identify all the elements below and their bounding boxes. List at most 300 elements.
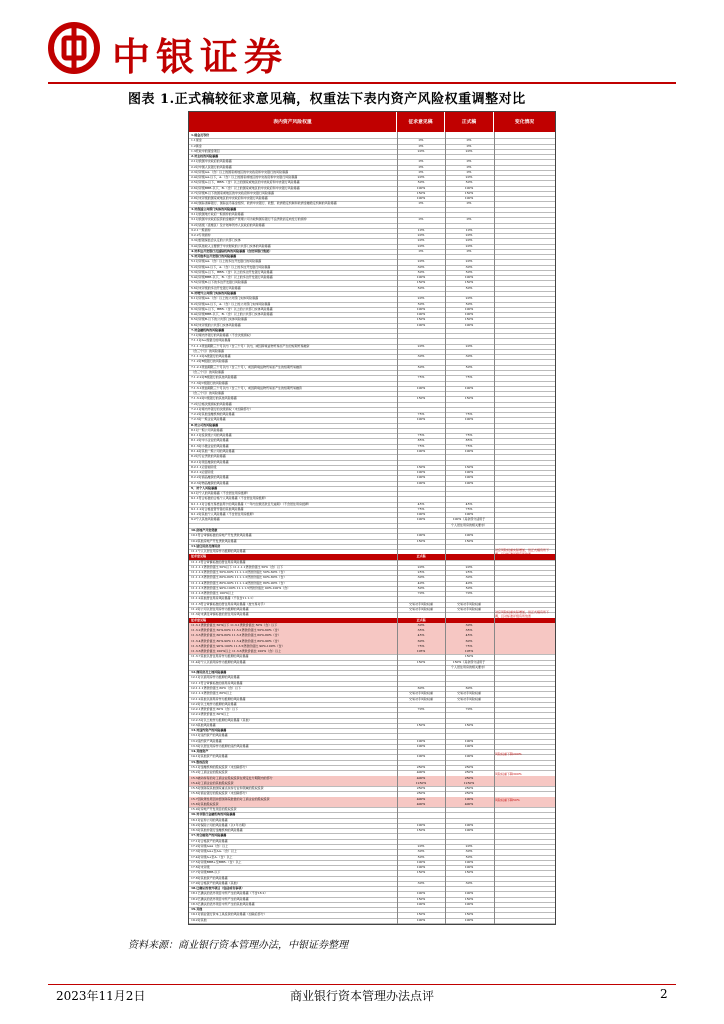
asset-cell: 5.2对评级AA-以下，A-（含）以上的多边开发银行风险暴露 (191, 264, 271, 269)
draft-weight-cell: 10% (417, 227, 425, 232)
asset-cell: 17.4对评级A+至A-（含）以上 (191, 854, 233, 859)
draft-weight-cell: 50% (417, 285, 425, 290)
final-weight-cell: 30% (465, 354, 473, 359)
draft-weight-cell: 250% (416, 786, 426, 791)
draft-weight-cell: 100% (416, 865, 426, 870)
asset-cell: 9.2个人其他风险暴露 (191, 517, 220, 522)
asset-cell: 10.1符合审慎标准的房地产开发贷款风险暴露 (191, 533, 252, 538)
asset-cell: 11.3.2贷款价值比 50%-60% 11.3.2贷款价值比 50%-60%（含） (191, 628, 281, 633)
asset-cell: 18.3已确认的表外项目中所产生的其他风险暴露 (191, 901, 255, 906)
draft-weight-cell: 0% (418, 164, 424, 169)
draft-weight-cell: 20% (417, 243, 425, 248)
draft-weight-cell: 正式稿 (416, 617, 426, 622)
draft-weight-cell: 150% (416, 828, 426, 833)
asset-cell: 7.1.1.1原始期限三个月以内（含三个月）以内，或因跨境货物贸易而产生的短期贸易融资 (191, 343, 310, 348)
final-weight-cell: 20% (465, 844, 473, 848)
draft-weight-cell: 50% (417, 364, 425, 369)
asset-cell: 11.1.1.2贷款价值比 50%-60% 11.1.1.2贷款价值比 50%-60%（含） (191, 570, 287, 575)
asset-cell: 13.1对违约资产的风险暴露 (191, 733, 228, 738)
asset-cell: 3.3对经银保监会认定的公共部门实体 (191, 238, 241, 243)
draft-weight-cell: 150% (416, 538, 426, 543)
asset-cell: 16.1对证券公司的风险暴露 (191, 817, 228, 822)
brand-name: 中银证券 (112, 34, 289, 79)
asset-cell: 3.2对省级（直辖区）及计划单列市人民政府的风险暴露 (191, 222, 265, 227)
asset-cell: 8.1.2对中小企业的风险暴露 (191, 438, 229, 443)
final-weight-cell: 70% (465, 707, 473, 712)
asset-cell: 2.7对评级B-以下的国家或地区的中央政府和中央银行风险暴露 (191, 190, 275, 195)
draft-weight-cell: 100% (416, 322, 426, 327)
asset-cell: 3.4对其他收入主要源于中央财政的公共部门实体的风险暴露 (191, 243, 271, 248)
asset-cell: 10.房地产开发贷款 (191, 528, 218, 532)
draft-weight-cell: 30% (417, 880, 425, 885)
asset-cell: 15.9对房地产开发项目的股权投资 (191, 807, 237, 812)
final-weight-cell: 100% (464, 796, 474, 801)
final-weight-cell: 100% (464, 512, 474, 517)
asset-cell: 12.1对以商用房作为抵押的风险暴露 (191, 675, 240, 680)
draft-weight-cell: 400% (416, 775, 426, 780)
draft-weight-cell: 60% (417, 686, 425, 690)
asset-cell: 17.5对评级BBB+至BBB-（含）以上 (191, 859, 242, 864)
final-weight-cell: 75% (465, 443, 473, 448)
asset-cell: 4.对多边开发银行及国际机构的风险暴露（含世界银行集团） (191, 248, 273, 253)
asset-cell: 8.2.2对商品融资的风险暴露 (191, 475, 229, 480)
final-weight-cell: 1250% (463, 780, 475, 785)
draft-weight-cell: 45% (417, 501, 425, 506)
draft-weight-cell: 0% (418, 201, 424, 206)
draft-weight-cell: 100% (416, 891, 426, 896)
final-weight-cell: 100% (464, 865, 474, 870)
asset-cell: 14.其他资产 (191, 749, 209, 754)
asset-cell: 17.1对合格资产的风险暴露 (191, 838, 228, 843)
asset-cell: 19.1对商业银行资本工具投资的风险暴露（扣除后部分） (191, 912, 267, 917)
asset-cell: 2.5对评级A-以下，BBB-（含）以上的国家或地区的中央政府和中央银行风险暴露 (191, 180, 300, 185)
draft-weight-cell: 30% (417, 354, 425, 359)
draft-weight-cell: 100% (416, 743, 426, 748)
final-weight-cell: 20% (465, 175, 473, 180)
final-weight-cell: 75% (465, 643, 473, 648)
final-weight-cell: 50% (465, 285, 473, 290)
final-weight-cell: 50% (465, 269, 473, 274)
asset-cell: （含三个月）的风险暴露 (191, 391, 225, 396)
figure-title: 图表 1.正式稿较征求意见稿，权重法下表内资产风险权重调整对比 (128, 92, 526, 107)
final-weight-cell: 100% (464, 859, 474, 864)
asset-cell: 15.6对商业银行的股权投资（未扣除部分） (191, 791, 249, 796)
draft-weight-cell: 0% (418, 159, 424, 164)
change-note-equity-1: 风险权重下降200% (495, 752, 522, 756)
final-weight-cell: 0% (466, 138, 472, 143)
draft-weight-cell: 20% (417, 844, 425, 848)
final-weight-cell: 150% (464, 912, 474, 917)
draft-weight-cell: 20% (417, 343, 425, 348)
footer-divider (48, 984, 676, 985)
asset-cell: 12.1.1.2贷款价值比 60%以上 (191, 691, 233, 696)
final-weight-cell: 75% (465, 506, 473, 511)
asset-cell: 5.对其他多边开发银行的风险暴露 (191, 254, 237, 259)
asset-cell: 11.3.3贷款价值比 60%-80% 11.3.3贷款价值比 60%-80%（含） (191, 633, 281, 638)
final-weight-cell: 0% (466, 164, 472, 169)
draft-weight-cell: 150% (416, 912, 426, 917)
asset-cell: 2.8对未评级的国家或地区的中央政府和中央银行风险暴露 (191, 196, 268, 201)
draft-weight-cell: 30% (417, 849, 425, 854)
asset-cell: 7.1.3对C级银行的风险暴露 (191, 380, 228, 385)
asset-cell: 5.6对未评级的多边开发银行风险暴露 (191, 285, 241, 290)
asset-cell: 6.2对评级AA-以下，A-（含）以上的公共部门实体风险暴露 (191, 301, 271, 306)
final-weight-cell: 0% (466, 159, 472, 164)
asset-cell: 15.2对工商企业的股权投资 (191, 770, 228, 775)
asset-cell: 11.3.7其他以居住用房作为抵押的风险暴露 (191, 654, 249, 659)
asset-cell: 11.3.1贷款价值比 50%以下 11.3.1贷款价值比 50%（含）以下 (191, 622, 278, 627)
asset-cell: 2.4对评级AA-以下，A-（含）以上的国家或地区的中央政府和中央银行风险暴露 (191, 175, 298, 180)
draft-weight-cell: 50% (417, 269, 425, 274)
asset-cell: 7.1对境内外银行的风险暴露（不含次级债权） (191, 333, 253, 338)
asset-cell: 11.3.6贷款价值比 100%以上 11.3.6贷款价值比 100%（含）以上 (191, 649, 282, 654)
final-weight-cell: 150% (464, 654, 474, 659)
draft-weight-cell: 30% (417, 575, 425, 580)
asset-cell: 8.1对一般公司风险暴露 (191, 427, 223, 432)
final-weight-cell: 100% (464, 449, 474, 453)
asset-cell: 17.8对其他资产的风险暴露 (191, 875, 228, 880)
asset-cell: 13.2违约资产风险暴露 (191, 738, 222, 743)
final-weight-cell: 20% (465, 296, 473, 301)
draft-weight-cell: 130% (416, 464, 426, 469)
asset-cell: 12.商用房及土地风险暴露 (191, 670, 227, 675)
final-weight-cell: 40% (465, 580, 473, 585)
final-weight-cell: 60% (465, 686, 473, 690)
draft-weight-cell: 100% (416, 480, 426, 485)
final-weight-cell: 50% (465, 854, 473, 859)
draft-weight-cell: 交易对手风险权重 (408, 691, 433, 696)
asset-cell: 18.2已确认的表外项目中所产生的风险暴露 (191, 896, 249, 901)
asset-cell: 11.4对个人以商用房作为抵押的风险暴露 (191, 659, 246, 664)
asset-cell: 18.1已确认的表外项目中所产生的风险暴露（不含18.2） (191, 891, 268, 896)
change-note-equity-2: 风险权重下降300% (495, 772, 522, 776)
draft-weight-cell: 30% (417, 264, 425, 269)
boc-logo-icon (48, 22, 100, 74)
asset-cell: 9、对个人风险暴露 (191, 485, 218, 490)
asset-cell: 15.3被动持有的对工商企业股权投资在规定处分期限内的部分 (191, 775, 273, 780)
final-weight-cell: 100% (464, 306, 474, 311)
asset-cell: 8.对公司的风险暴露 (191, 422, 219, 427)
asset-cell: 15.1对金融机构的股权投资（未扣除部分） (191, 765, 249, 769)
final-weight-cell: 0% (466, 201, 472, 206)
asset-cell: 5.1对评级AA-（含）以上的多边开发银行的风险暴露 (191, 259, 262, 264)
asset-cell: 6.3对评级A-以下，BBB-（含）以上的公共部门实体风险暴露 (191, 306, 273, 311)
asset-cell: 11.1.2其他居住用房风险暴露（不包含11.1.1） (191, 596, 256, 601)
asset-cell: 11.1.1.6贷款价值比 100%以上 (191, 591, 234, 596)
asset-cell: 12.2对以土地作为抵押的风险暴露 (191, 701, 237, 706)
final-weight-cell: 0% (466, 217, 472, 222)
asset-cell: 15.7因政策性原因并经国务院批准的对工商企业的股权投资 (191, 796, 270, 801)
draft-weight-cell: 交易对手风险权重 (408, 696, 433, 701)
final-weight-cell: 100% (464, 743, 474, 748)
asset-cell: 11.居住用房及商用房 (191, 543, 221, 548)
draft-weight-cell: 100% (416, 185, 426, 190)
draft-weight-cell: 25% (417, 570, 425, 575)
draft-weight-cell: 75% (417, 443, 425, 448)
asset-cell: 12.1.2其他以商用房作为抵押的风险暴露 (191, 696, 246, 701)
asset-cell: 7.1.2对B级银行的风险暴露 (191, 359, 228, 364)
final-weight-cell: 100% (464, 901, 474, 906)
final-weight-cell: 0% (466, 248, 472, 253)
final-weight-cell: 个人居住用房的相关要求） (450, 664, 487, 669)
draft-weight-cell: 20% (417, 148, 425, 153)
draft-weight-cell: 100% (416, 275, 426, 280)
final-weight-cell: 150% (464, 190, 474, 195)
draft-weight-cell: 50% (417, 301, 425, 306)
final-weight-cell: 75% (465, 412, 473, 417)
col-header-change: 变化情况 (514, 119, 535, 125)
draft-weight-cell: 0% (418, 143, 424, 148)
final-weight-cell: 100% (464, 275, 474, 280)
final-weight-cell: 100% (464, 480, 474, 485)
page-header (0, 0, 724, 90)
asset-cell: 11.1.1.5贷款价值比 90%-100% 11.1.1.5贷款价值比 90%-100%（含） (191, 585, 291, 590)
final-weight-cell: 250% (464, 775, 474, 780)
draft-weight-cell: 100% (416, 738, 426, 743)
draft-weight-cell: 150% (416, 280, 426, 285)
draft-weight-cell: 250% (416, 791, 426, 796)
final-weight-cell: 20% (465, 148, 473, 153)
draft-weight-cell: 20% (417, 296, 425, 301)
asset-cell: （含三个月）的风险暴露 (191, 370, 225, 374)
asset-cell: 7.1.3.1原始期限三个月以内（含三个月），或因跨境货物贸易而产生的短期贸易融资 (191, 385, 302, 390)
final-weight-cell: 交易对手风险权重 (456, 607, 481, 611)
asset-cell: 9.1.2对其他个人风险暴露（不含居住用房抵押） (191, 512, 256, 517)
asset-cell: 8.2.3对物品融资的风险暴露 (191, 480, 229, 485)
asset-cell: 12.2.1贷款价值比 60%（含）以下 (191, 707, 239, 712)
draft-weight-cell: 50% (417, 585, 425, 590)
draft-weight-cell: 100% (416, 917, 426, 922)
asset-cell: 13.3对以居住用房作为抵押的违约风险暴露 (191, 743, 249, 748)
final-weight-cell: 150% (464, 538, 474, 543)
asset-cell: 5.5对评级B-以下的多边开发银行风险暴露 (191, 280, 248, 285)
asset-cell: 16.3对其他非银行金融机构的风险暴露 (191, 828, 243, 833)
asset-cell: 8.1.3对小微企业的风险暴露 (191, 443, 229, 448)
draft-weight-cell: 50% (417, 180, 425, 185)
draft-weight-cell: 0% (418, 217, 424, 222)
final-weight-cell: 45% (465, 501, 473, 506)
asset-cell: 8.2.1对项目融资的风险暴露 (191, 459, 229, 464)
asset-cell: 6.5对评级B-以下的公共部门实体风险暴露 (191, 317, 248, 322)
asset-cell: 2.6对评级BBB-以下，B-（含）以上的国家或地区的中央政府和中央银行风险暴露 (191, 185, 300, 190)
final-weight-cell: 30% (465, 849, 473, 854)
asset-cell: 2.9对国际清算银行、国际货币基金组织、欧洲中央银行、欧盟、欧洲稳定机制和欧洲金融稳定机制的风险暴露 (191, 201, 337, 206)
final-weight-cell: 100% (464, 822, 474, 827)
draft-weight-cell: 75% (417, 412, 425, 417)
col-header-asset: 表内资产风险权重 (189, 112, 397, 132)
risk-weight-table (188, 111, 556, 925)
draft-weight-cell: 75% (417, 433, 425, 438)
final-weight-cell: 30% (465, 264, 473, 269)
final-weight-cell: 个人居住用房的相关要求） (450, 522, 487, 527)
asset-cell: 11.1.1符合审慎标准的居住用房风险暴露 (191, 559, 246, 564)
final-weight-cell: 250% (464, 765, 474, 769)
asset-cell: （含三个月）的风险暴露 (191, 348, 225, 353)
final-weight-cell: 100% (464, 828, 474, 833)
asset-cell: 8.1.4对其他一般公司的风险暴露 (191, 449, 235, 453)
final-weight-cell: 20% (465, 233, 473, 238)
asset-cell: 15.8对其他股权投资 (191, 801, 219, 806)
final-weight-cell: 20% (465, 238, 473, 243)
asset-cell: 3.1对我国中央政府投资的金融资产管理公司为收购国有银行不良贷款而定向发行的债券 (191, 217, 307, 222)
final-weight-cell: 75% (465, 433, 473, 438)
asset-cell: 11.1个人以居住用房作为抵押的风险暴露 (191, 549, 246, 554)
asset-cell: 3.2.1一般债券 (191, 227, 211, 232)
draft-weight-cell: 20% (417, 238, 425, 243)
draft-weight-cell: 20% (417, 233, 425, 238)
final-weight-cell: 20% (465, 259, 473, 264)
draft-weight-cell: 40% (417, 580, 425, 585)
final-weight-cell: 交易对手风险权重 (456, 696, 481, 701)
final-weight-cell: 45% (465, 633, 473, 638)
asset-cell: 5.4对评级BBB-以下，B-（含）以上的多边开发银行风险暴露 (191, 275, 273, 280)
asset-cell: 3.对我国公共部门实体的风险暴露 (191, 206, 237, 211)
final-weight-cell: 35% (465, 628, 473, 633)
draft-weight-cell: 150% (416, 396, 426, 401)
final-weight-cell: 100%（其余部分适用于 (452, 517, 486, 522)
asset-cell: 14.1对其他资产的风险暴露 (191, 754, 228, 759)
draft-weight-cell: 150% (416, 870, 426, 875)
draft-weight-cell: 100% (416, 385, 426, 390)
asset-cell: 17.9对合格资产的风险暴露（其他） (191, 880, 240, 885)
asset-cell: 15.股权投资 (191, 759, 209, 764)
asset-cell: 12.1.1符合审慎标准的商用房风险暴露 (191, 680, 243, 685)
draft-weight-cell: 150% (416, 659, 426, 664)
asset-cell: 6.1对评级AA-（含）以上的公共部门实体风险暴露 (191, 296, 259, 301)
draft-weight-cell: 100% (416, 449, 426, 453)
asset-cell: 1.1现金 (191, 138, 202, 143)
draft-weight-cell: 交易对手风险权重 (408, 601, 433, 606)
final-weight-cell: 250% (464, 786, 474, 791)
asset-cell: 11.3.5贷款价值比 90%-100% 11.3.5贷款价值比 90%-100%（含） (191, 643, 285, 648)
final-weight-cell: 100% (464, 417, 474, 422)
asset-cell: 1.2黄金 (191, 143, 202, 148)
draft-weight-cell: 100% (416, 754, 426, 759)
draft-weight-cell: 正式稿 (416, 554, 426, 559)
draft-weight-cell: 35% (417, 628, 425, 633)
final-weight-cell: 100% (464, 917, 474, 922)
asset-cell: 19.2对其他 (191, 917, 207, 922)
final-weight-cell: 50% (465, 364, 473, 369)
final-weight-cell: 0% (466, 169, 472, 174)
draft-weight-cell: 150% (416, 317, 426, 322)
asset-cell: 15.5对国务院其他国家重点扶持行业和领域的股权投资 (191, 786, 264, 791)
asset-cell: 7.1.3.2对C级银行的其他风险暴露 (191, 396, 237, 401)
draft-weight-cell: 1250% (415, 780, 427, 785)
asset-cell: 9.1.1.1对合格交易类信用卡的风险暴露（一年内全额还款且无逾期）（不含居住用房抵押） (191, 501, 311, 506)
asset-cell: 11.1.1.1贷款价值比 50%以下 11.1.1.1贷款价值比 50%（含）以下 (191, 564, 284, 569)
final-weight-cell: 50% (465, 301, 473, 306)
asset-cell: 1.现金及等价 (191, 133, 210, 137)
final-weight-cell: 30% (465, 880, 473, 885)
final-weight-cell: 150% (464, 280, 474, 285)
asset-cell: 17.2对评级AAA（含）以上 (191, 844, 229, 848)
asset-cell: 19.其他 (191, 907, 203, 912)
asset-cell: 11.2对公司以居住用房作为抵押的风险暴露 (191, 607, 249, 611)
final-weight-cell: 150% (464, 722, 474, 727)
draft-weight-cell: 45% (417, 633, 425, 638)
final-weight-cell: 30% (465, 575, 473, 580)
final-weight-cell: 85% (465, 438, 473, 443)
final-weight-cell: 交易对手风险权重 (456, 691, 481, 696)
draft-weight-cell: 100% (416, 517, 426, 522)
final-weight-cell: 60% (465, 638, 473, 643)
draft-weight-cell: 400% (416, 770, 426, 775)
asset-cell: 17.对合格资产的风险暴露 (191, 833, 227, 838)
final-weight-cell: 105% (464, 649, 474, 654)
col-divider (397, 132, 398, 924)
final-weight-cell: 10% (465, 227, 473, 232)
asset-cell: 3.1对我国地方政府一般债券的风险暴露 (191, 212, 244, 216)
final-weight-cell: 50% (465, 585, 473, 590)
col-header-draft: 征求意见稿 (397, 112, 445, 132)
change-note-nonbank: 风险权重下降50% (495, 798, 520, 802)
draft-weight-cell: 100% (416, 512, 426, 517)
draft-weight-cell: 75% (417, 375, 425, 380)
draft-weight-cell: 100% (416, 822, 426, 827)
asset-cell: 征求意见稿 (191, 617, 207, 622)
col-divider (445, 132, 446, 924)
asset-cell: 11.3.4贷款价值比 80%-90% 11.3.4贷款价值比 80%-90%（含） (191, 638, 281, 643)
final-weight-cell: 100% (464, 891, 474, 896)
asset-cell: 2.1对我国中央政府的风险暴露 (191, 159, 232, 164)
draft-weight-cell: 70% (417, 591, 425, 596)
final-weight-cell: 100% (464, 533, 474, 538)
final-weight-cell: 100% (464, 385, 474, 390)
draft-weight-cell: 85% (417, 438, 425, 443)
source-note: 资料来源：商业银行资本管理办法，中银证券整理 (128, 940, 348, 951)
draft-weight-cell: 150% (416, 896, 426, 901)
asset-cell: 征求意见稿 (191, 554, 207, 559)
final-weight-cell: 100% (464, 322, 474, 327)
asset-cell: 7.2.1对境内外银行的次级债权（未扣除部分） (191, 406, 253, 411)
asset-cell: 12.3其他风险暴露 (191, 722, 216, 727)
draft-weight-cell: 60% (417, 638, 425, 643)
asset-cell: 2.对主权的风险暴露 (191, 154, 219, 159)
final-weight-cell: 150% (464, 896, 474, 901)
asset-cell: 9.1.1.2对合格监管零售的其他风险暴露 (191, 506, 244, 511)
draft-weight-cell: 20% (417, 259, 425, 264)
asset-cell: 7.1.2.2对B级银行的其他风险暴露 (191, 375, 237, 380)
asset-cell: 15.4对工商企业的其他股权投资 (191, 780, 234, 785)
header-divider (48, 82, 676, 84)
asset-cell: 7.1.2.1原始期限三个月以内（含三个月），或因跨境货物贸易而产生的短期贸易融资 (191, 364, 302, 369)
asset-cell: 12.2.3对以土地作为抵押的风险暴露（其他） (191, 717, 252, 722)
asset-cell: 10.2其他房地产开发贷款风险暴露 (191, 538, 237, 543)
final-weight-cell: 100% (464, 312, 474, 317)
final-weight-cell: 交易对手风险权重 (456, 601, 481, 606)
draft-weight-cell: 150% (416, 722, 426, 727)
final-weight-cell: 250% (464, 791, 474, 796)
asset-cell: 8.1.1对投资级公司的风险暴露 (191, 433, 232, 438)
draft-weight-cell: 100% (416, 417, 426, 422)
change-note-residential: 对应风险权重实际增加，但正式稿有所下调，且对标准评级有所放宽 (495, 548, 550, 556)
asset-cell: 6.对境外公共部门实体的风险暴露 (191, 291, 237, 295)
final-weight-cell: 25% (465, 570, 473, 575)
draft-weight-cell: 400% (416, 801, 426, 806)
final-weight-cell: 150% (464, 870, 474, 875)
footer-date: 2023年11月2日 (56, 989, 146, 1003)
draft-weight-cell: 400% (416, 796, 426, 801)
asset-cell: 17.6对未评级 (191, 865, 210, 870)
asset-cell: 16.2对保险公司的风险暴露（以1年为期） (191, 822, 248, 827)
draft-weight-cell: 100% (416, 475, 426, 480)
draft-weight-cell: 50% (417, 854, 425, 859)
draft-weight-cell: 250% (416, 765, 426, 769)
asset-cell: 13.对违约资产的风险暴露 (191, 728, 227, 733)
final-weight-cell: 0% (466, 143, 472, 148)
asset-cell: 9.1对个人的风险暴露（不含居住用房抵押） (191, 491, 250, 496)
